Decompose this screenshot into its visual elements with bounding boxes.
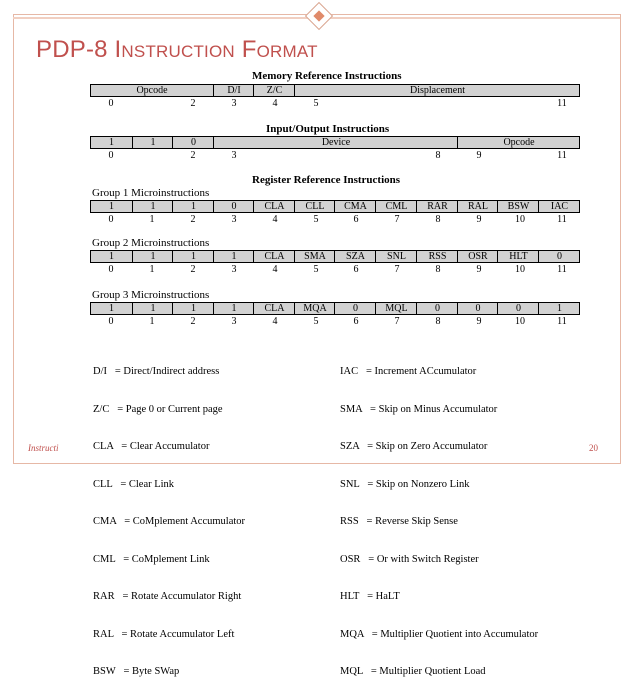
bit-label: 0 [108, 98, 114, 109]
memory-ref-heading: Memory Reference Instructions [252, 70, 402, 82]
group-2-bits [90, 264, 580, 275]
group-field: 1 [109, 201, 114, 212]
group-field: SZA [334, 251, 376, 262]
bit-label: 8 [435, 150, 441, 161]
bit-label: 5 [313, 264, 319, 275]
group-field: 1 [213, 251, 254, 262]
group-field: RAL [457, 201, 498, 212]
legend-entry: SMA = Skip on Minus Accumulator [340, 403, 498, 415]
bit-label: 8 [435, 264, 441, 275]
group-2-label: Group 2 Microinstructions [92, 237, 210, 249]
bit-label: 0 [108, 150, 114, 161]
legend-entry: CML = CoMplement Link [93, 553, 210, 565]
bit-label: 4 [272, 214, 278, 225]
group-field: IAC [538, 201, 580, 212]
bit-label: 3 [231, 214, 237, 225]
bit-label: 7 [394, 264, 400, 275]
legend-entry: SZA = Skip on Zero Accumulator [340, 441, 488, 452]
bit-label: 11 [557, 264, 567, 275]
group-field: 1 [172, 201, 214, 212]
group-field: 0 [497, 303, 539, 314]
group-field: RSS [416, 251, 458, 262]
group-field: MQL [375, 303, 417, 314]
bit-label: 9 [476, 264, 482, 275]
group-field: CLL [294, 201, 335, 212]
legend-entry: RAR = Rotate Accumulator Right [93, 591, 242, 602]
bit-label: 0 [108, 214, 114, 225]
group-field: 0 [213, 201, 254, 212]
group-field: 1 [172, 303, 214, 314]
bit-label: 3 [231, 264, 237, 275]
bit-label: 6 [353, 264, 359, 275]
bit-label: 9 [476, 150, 482, 161]
group-field: HLT [497, 251, 539, 262]
bit-label: 6 [353, 316, 359, 327]
bit-label: 5 [313, 214, 319, 225]
legend-entry: HLT = HaLT [340, 591, 400, 602]
group-field: CMA [334, 201, 376, 212]
bit-label: 7 [394, 316, 400, 327]
legend-entry: MQA = Multiplier Quotient into Accumulator [340, 628, 539, 640]
bit-label: 2 [190, 264, 196, 275]
field-opcode: Opcode [136, 85, 168, 96]
bit-label: 0 [108, 264, 114, 275]
bit-label: 3 [231, 98, 237, 109]
bit-label: 0 [108, 316, 114, 327]
bit-label: 3 [231, 150, 237, 161]
group-field: 1 [132, 201, 173, 212]
slide-title: PDP-8 Instruction Format [36, 36, 318, 63]
field-device: Device [213, 137, 458, 148]
group-field: 1 [109, 303, 114, 314]
legend-entry: OSR = Or with Switch Register [340, 553, 479, 565]
bit-label: 1 [149, 264, 155, 275]
group-field: 1 [109, 251, 114, 262]
legend-entry: CLL = Clear Link [93, 478, 175, 490]
group-field: RAR [416, 201, 458, 212]
bit-label: 2 [190, 316, 196, 327]
group-field: SMA [294, 251, 335, 262]
legend-entry: CLA = Clear Accumulator [93, 441, 210, 452]
memory-ref-fields [90, 84, 580, 97]
bit-label: 4 [272, 264, 278, 275]
bit-label: 2 [190, 98, 196, 109]
group-1-label: Group 1 Microinstructions [92, 187, 210, 199]
bit-label: 10 [515, 264, 525, 275]
legend-entry: RSS = Reverse Skip Sense [340, 516, 458, 527]
legend-entry: SNL = Skip on Nonzero Link [340, 478, 470, 490]
legend-right [340, 341, 538, 691]
group-3-bits [90, 316, 580, 327]
bit-label: 10 [515, 316, 525, 327]
group-field: BSW [497, 201, 539, 212]
group-field: CLA [253, 303, 295, 314]
bit-label: 11 [557, 98, 567, 109]
group-field: CML [375, 201, 417, 212]
io-bit-field: 0 [172, 137, 214, 148]
bit-label: 11 [557, 150, 567, 161]
bit-label: 9 [476, 316, 482, 327]
group-field: MQA [294, 303, 335, 314]
group-field: 1 [132, 251, 173, 262]
group-field: OSR [457, 251, 498, 262]
group-field: CLA [253, 201, 295, 212]
legend-entry: RAL = Rotate Accumulator Left [93, 628, 235, 640]
group-1-bits [90, 214, 580, 225]
io-bit-field: 1 [132, 137, 173, 148]
bit-label: 11 [557, 214, 567, 225]
io-bit-field: 1 [109, 137, 114, 148]
bit-label: 2 [190, 214, 196, 225]
legend-entry: MQL = Multiplier Quotient Load [340, 666, 486, 677]
io-fields [90, 136, 580, 149]
group-2-fields [90, 250, 580, 263]
footer-text: Instructi [28, 443, 59, 453]
bit-label: 1 [149, 316, 155, 327]
io-heading: Input/Output Instructions [266, 123, 390, 135]
bit-label: 1 [149, 214, 155, 225]
group-field: 1 [132, 303, 173, 314]
bit-label: 9 [476, 214, 482, 225]
memory-ref-bits [90, 98, 580, 109]
legend-entry: D/I = Direct/Indirect address [93, 366, 220, 377]
field-zc: Z/C [253, 85, 295, 96]
bit-label: 2 [190, 150, 196, 161]
bit-label: 11 [557, 316, 567, 327]
bit-label: 8 [435, 214, 441, 225]
bit-label: 5 [313, 316, 319, 327]
register-ref-heading: Register Reference Instructions [252, 174, 401, 186]
group-field: 0 [334, 303, 376, 314]
field-di: D/I [213, 85, 254, 96]
bit-label: 4 [272, 316, 278, 327]
field-io-opcode: Opcode [457, 137, 580, 148]
group-field: 0 [416, 303, 458, 314]
group-field: CLA [253, 251, 295, 262]
group-field: 1 [538, 303, 580, 314]
legend-entry: Z/C = Page 0 or Current page [93, 403, 223, 415]
bit-label: 4 [272, 98, 278, 109]
io-bits [90, 150, 580, 161]
legend-entry: IAC = Increment ACcumulator [340, 366, 477, 377]
bit-label: 10 [515, 214, 525, 225]
group-field: 1 [213, 303, 254, 314]
bit-label: 8 [435, 316, 441, 327]
legend-entry: CMA = CoMplement Accumulator [93, 516, 246, 527]
bit-label: 7 [394, 214, 400, 225]
legend-entry: BSW = Byte SWap [93, 666, 180, 677]
page-number: 20 [589, 443, 598, 453]
group-field: 0 [457, 303, 498, 314]
legend-left [93, 341, 245, 691]
bit-label: 6 [353, 214, 359, 225]
group-3-fields [90, 302, 580, 315]
group-1-fields [90, 200, 580, 213]
bit-label: 3 [231, 316, 237, 327]
field-displacement: Displacement [294, 85, 580, 96]
bit-label: 5 [313, 98, 319, 109]
group-field: 1 [172, 251, 214, 262]
group-field: SNL [375, 251, 417, 262]
group-field: 0 [538, 251, 580, 262]
group-3-label: Group 3 Microinstructions [92, 289, 210, 301]
